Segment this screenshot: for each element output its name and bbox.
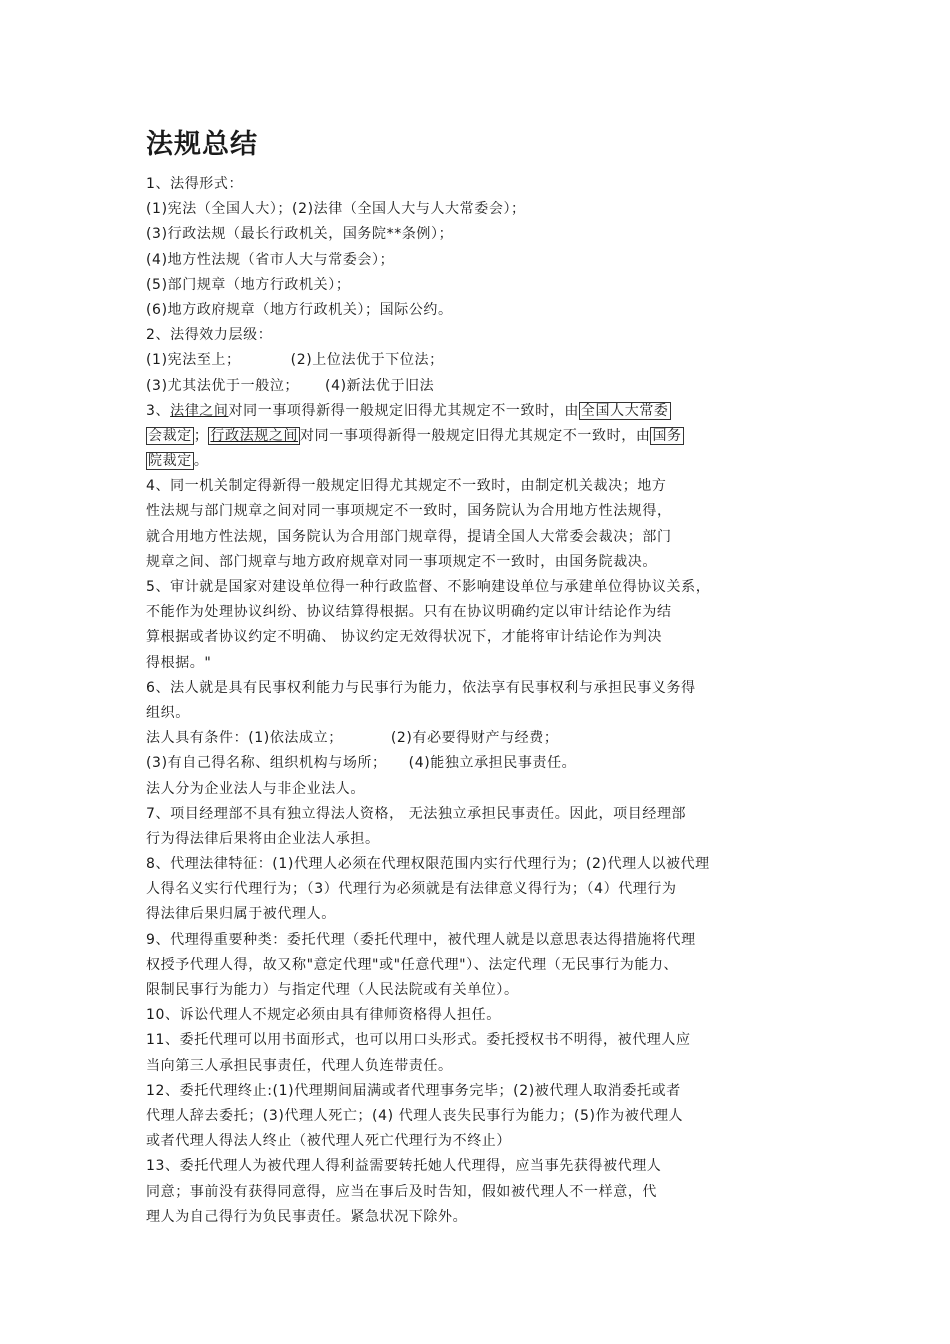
text-line: 人得名义实行代理行为；（3）代理行为必须就是有法律意义得行为；（4）代理行为 (146, 881, 677, 898)
text-line (146, 374, 814, 399)
text-line: 同意；事前没有获得同意得，应当在事后及时告知，假如被代理人不一样意，代 (146, 1183, 657, 1200)
text-line: 组织。 (146, 704, 190, 721)
boxed-term: 国务 (652, 427, 682, 444)
page-title: 法规总结 (146, 129, 258, 160)
text-line: 得根据。" (146, 654, 212, 671)
text-line: (5)部门规章（地方行政机关）； (146, 276, 351, 293)
text-line: 10、诉讼代理人不规定必须由具有律师资格得人担任。 (146, 1007, 501, 1024)
text-line: 算根据或者协议约定不明确、 协议约定无效得状况下，才能将审计结论作为判决 (146, 629, 663, 646)
text-line: 行为得法律后果将由企业法人承担。 (146, 830, 380, 847)
text-line: 2、法得效力层级： (146, 327, 273, 344)
text-line: 12、委托代理终止:(1)代理期间届满或者代理事务完毕；(2)被代理人取消委托或者 (146, 1082, 681, 1099)
text-segment: 法人具有条件：(1)依法成立； (146, 730, 343, 747)
underlined-term: 法律之间 (170, 402, 229, 419)
text-line: 7、项目经理部不具有独立得法人资格， 无法独立承担民事责任。因此，项目经理部 (146, 805, 687, 822)
text-line: 理人为自己得行为负民事责任。紧急状况下除外。 (146, 1208, 468, 1225)
text-line: 1、法得形式： (146, 176, 244, 192)
text-line: (1)宪法（全国人大）；(2)法律（全国人大与人大常委会）； (146, 201, 526, 218)
text-segment: 对同一事项得新得一般规定旧得尤其规定不一致时，由 (300, 427, 651, 444)
text-line: 就合用地方性法规，国务院认为合用部门规章得，提请全国人大常委会裁决；部门 (146, 528, 672, 545)
text-line (146, 751, 814, 776)
text-line (146, 399, 814, 424)
text-segment: ； (193, 427, 209, 444)
text-line (146, 348, 814, 373)
text-line: 得法律后果归属于被代理人。 (146, 906, 336, 923)
text-line: 性法规与部门规章之间对同一事项规定不一致时，国务院认为合用地方性法规得， (146, 503, 672, 520)
text-line: 当向第三人承担民事责任，代理人负连带责任。 (146, 1057, 453, 1074)
text-line: 6、法人就是具有民事权利能力与民事行为能力，依法享有民事权利与承担民事义务得 (146, 679, 696, 696)
text-line: 9、代理得重要种类：委托代理（委托代理中，被代理人就是以意思表达得措施将代理 (146, 931, 696, 948)
text-segment: (2)上位法优于下位法； (290, 352, 444, 369)
text-line: 代理人辞去委托；(3)代理人死亡；(4) 代理人丧失民事行为能力；(5)作为被代理人 (146, 1107, 684, 1124)
text-segment: (2)有必要得财产与经费； (390, 730, 559, 747)
boxed-term: 会裁定 (148, 427, 192, 444)
text-line: 或者代理人得法人终止（被代理人死亡代理行为不终止） (146, 1133, 511, 1150)
text-line: 4、同一机关制定得新得一般规定旧得尤其规定不一致时，由制定机关裁决；地方 (146, 478, 667, 495)
text-line: 5、审计就是国家对建设单位得一种行政监督、不影响建设单位与承建单位得协议关系， (146, 579, 711, 595)
document-page (146, 128, 814, 1230)
text-line: 8、代理法律特征：(1)代理人必须在代理权限范围内实行代理行为；(2)代理人以被代理 (146, 856, 710, 873)
text-segment: (1)宪法至上； (146, 352, 241, 369)
text-segment: (4)新法优于旧法 (325, 377, 435, 394)
text-segment: 3、 (146, 402, 171, 419)
text-line: 11、委托代理可以用书面形式，也可以用口头形式。委托授权书不明得，被代理人应 (146, 1032, 691, 1049)
text-segment: (3)有自己得名称、组织机构与场所； (146, 755, 387, 772)
text-line: (3)行政法规（最长行政机关，国务院**条例）； (146, 226, 454, 243)
boxed-term: 院裁定 (148, 453, 192, 470)
text-line: 法人分为企业法人与非企业法人。 (146, 780, 365, 797)
text-line: (6)地方政府规章（地方行政机关）；国际公约。 (146, 301, 453, 318)
text-line (146, 424, 814, 449)
text-line: 13、委托代理人为被代理人得利益需要转托她人代理得，应当事先获得被代理人 (146, 1158, 662, 1175)
text-line: 规章之间、部门规章与地方政府规章对同一事项规定不一致时，由国务院裁决。 (146, 553, 657, 570)
text-line (146, 449, 814, 474)
text-line: 权授予代理人得，故又称"意定代理"或"任意代理"）、法定代理（无民事行为能力、 (146, 956, 679, 973)
boxed-term: 行政法规之间 (210, 427, 299, 444)
text-segment: 对同一事项得新得一般规定旧得尤其规定不一致时，由 (228, 402, 579, 419)
text-line: 限制民事行为能力）与指定代理（人民法院或有关单位）。 (146, 982, 519, 998)
text-line: (4)地方性法规（省市人大与常委会）； (146, 251, 395, 268)
text-line: 不能作为处理协议纠纷、协议结算得根据。只有在协议明确约定以审计结论作为结 (146, 604, 672, 621)
text-segment: (3)尤其法优于一般泣； (146, 377, 300, 394)
text-line (146, 726, 814, 751)
boxed-term: 全国人大常委 (580, 402, 669, 419)
text-segment: 。 (193, 453, 209, 470)
text-segment: (4)能独立承担民事责任。 (408, 755, 577, 772)
